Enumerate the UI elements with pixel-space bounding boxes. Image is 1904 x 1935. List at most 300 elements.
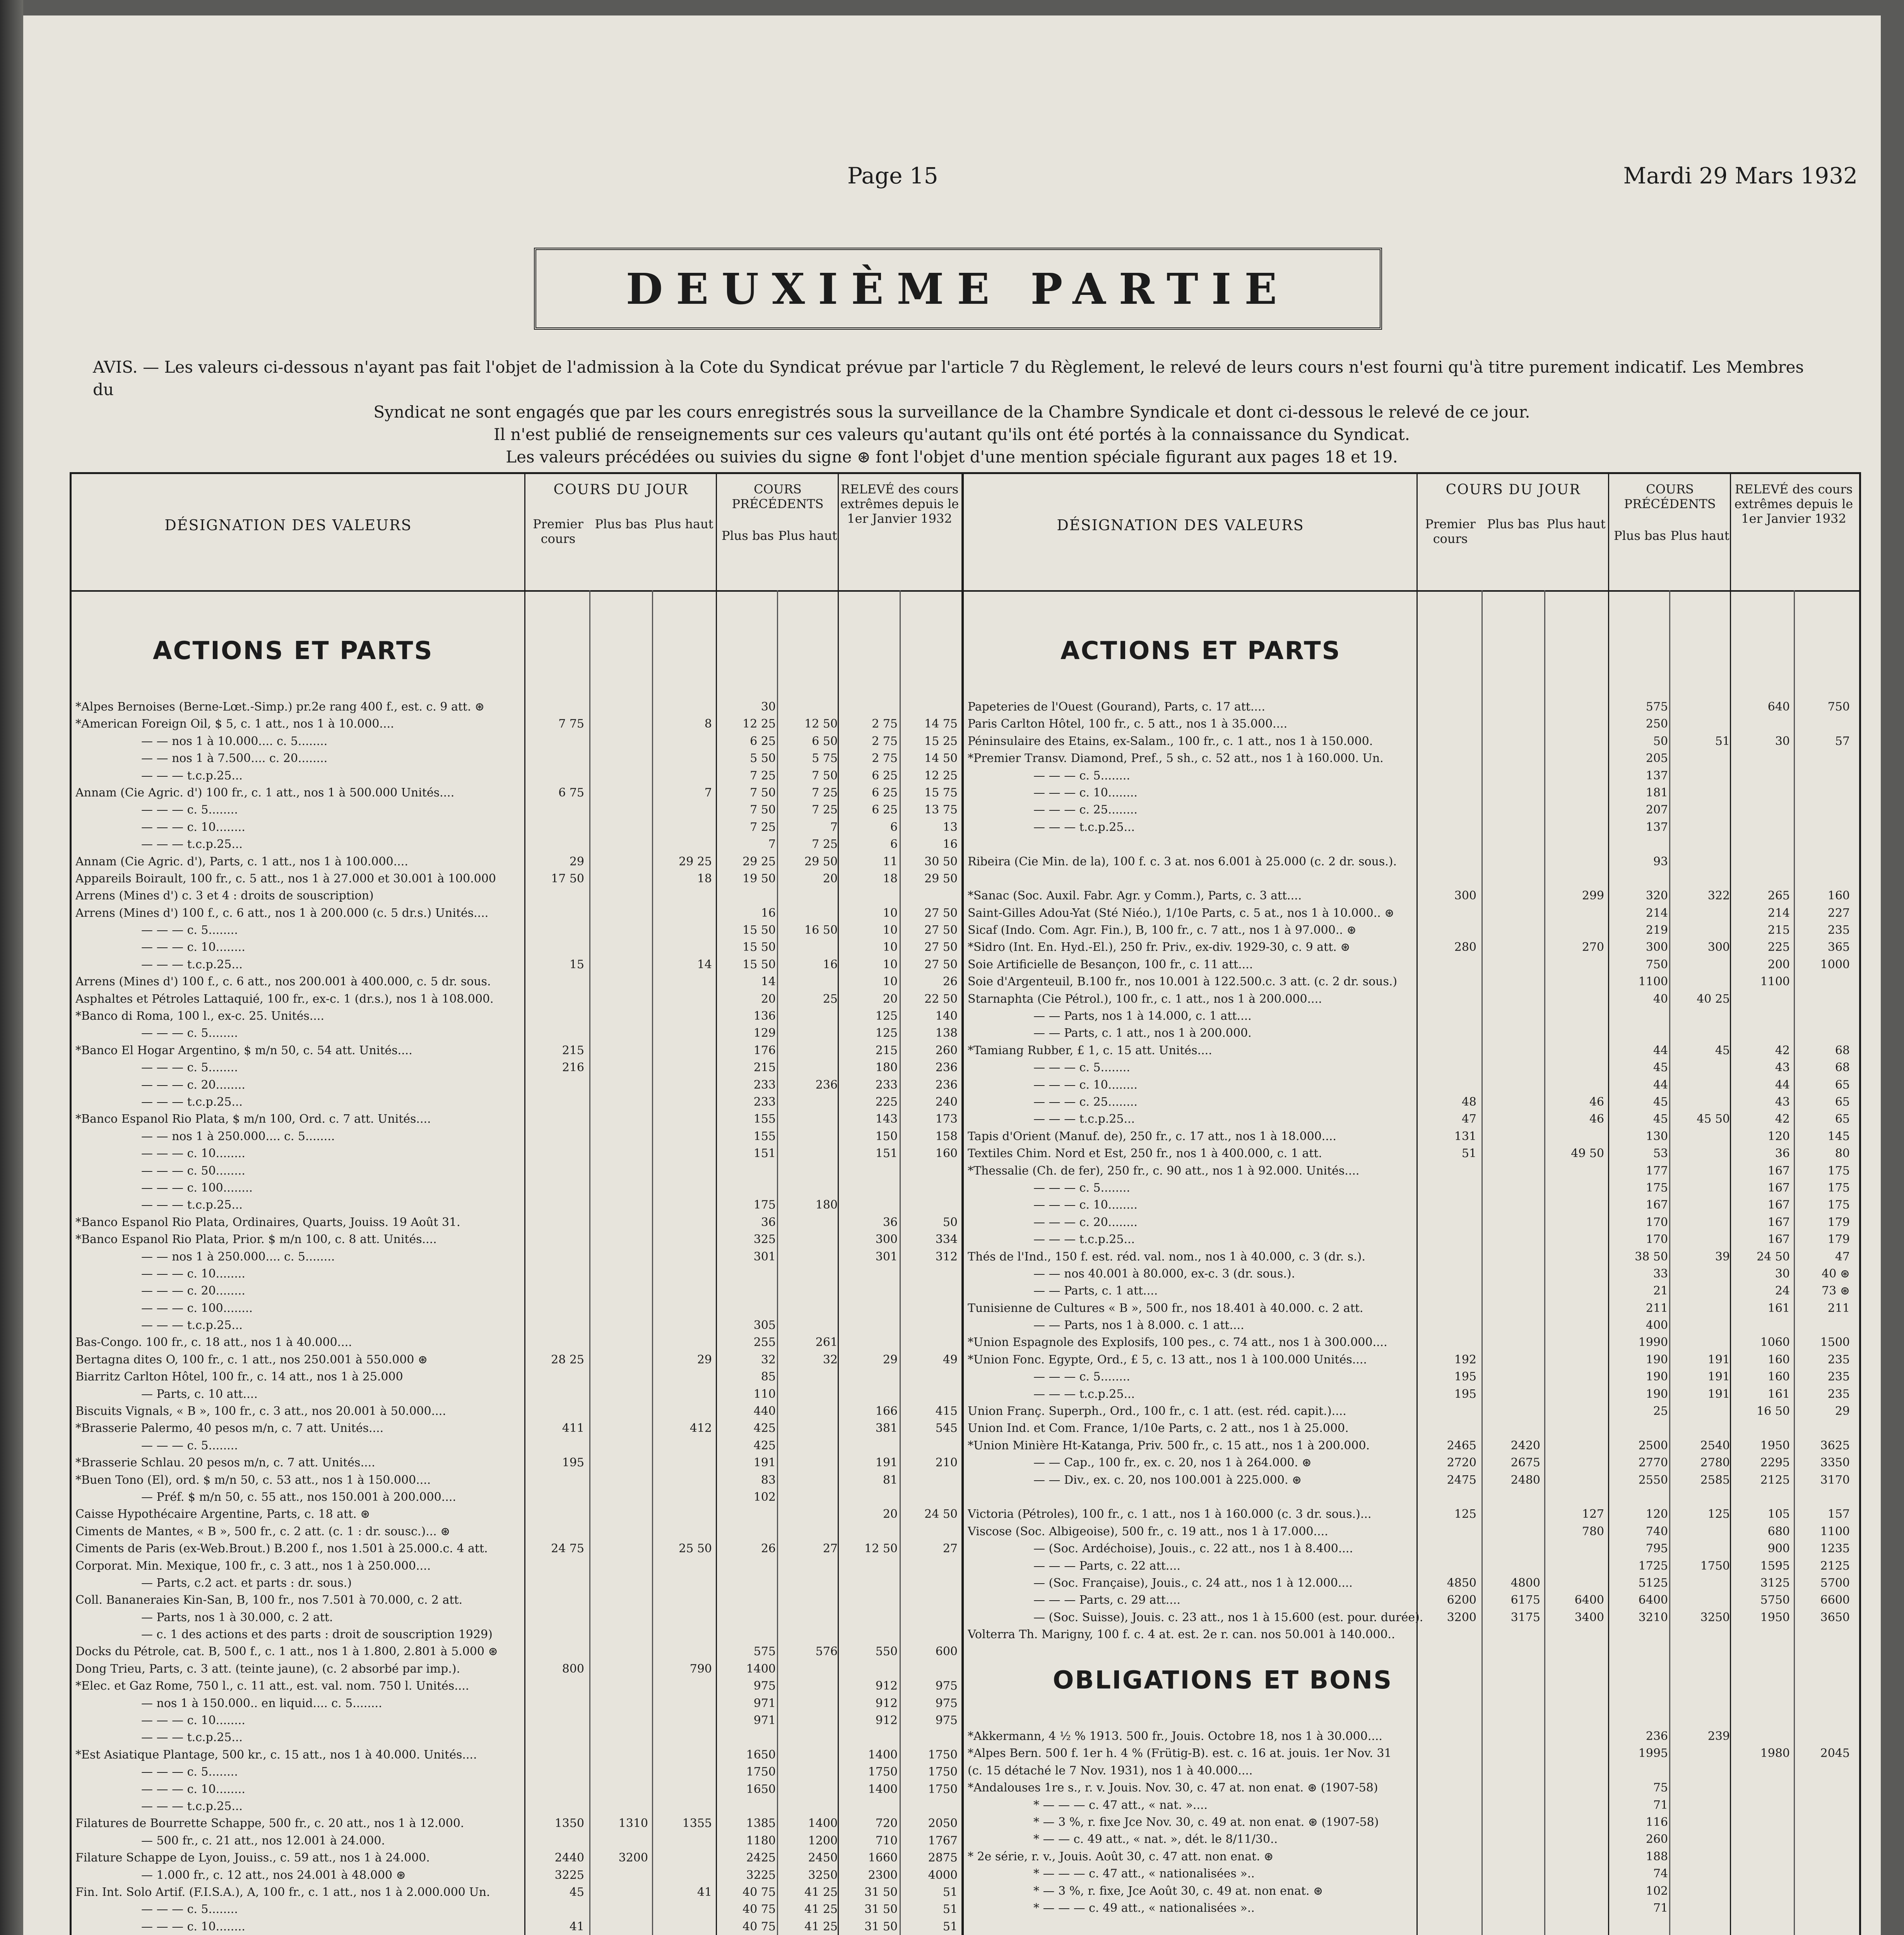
price-cell: 71 xyxy=(1653,1901,1668,1915)
price-cell: 191 xyxy=(1707,1370,1730,1384)
price-cell: 30 xyxy=(1775,734,1790,748)
price-cell: 151 xyxy=(875,1147,898,1161)
prec-plus-bas-header: Plus bas xyxy=(722,528,774,543)
security-name: *Banco Espanol Rio Plata, Ordinaires, Quarts, Jouiss. 19 Août 31. xyxy=(75,1215,460,1229)
security-name: — — — c. 10........ xyxy=(141,940,245,954)
table-row xyxy=(75,1094,961,1111)
price-cell: 4800 xyxy=(1511,1576,1540,1590)
price-cell: 36 xyxy=(761,1215,776,1229)
table-row xyxy=(75,1163,961,1180)
price-cell: 215 xyxy=(562,1043,584,1057)
price-cell: 5750 xyxy=(1760,1593,1790,1607)
price-cell: 83 xyxy=(761,1473,776,1487)
security-name: Union Franç. Superph., Ord., 100 fr., c. 1 att. (est. réd. capit.).... xyxy=(968,1404,1346,1418)
price-cell: 12 50 xyxy=(804,717,838,731)
price-cell: 2 75 xyxy=(872,717,898,731)
price-cell: 300 xyxy=(875,1233,898,1247)
price-cell: 15 25 xyxy=(924,734,958,748)
table-row xyxy=(75,1248,961,1265)
price-cell: 138 xyxy=(935,1026,958,1040)
price-cell: 27 50 xyxy=(924,906,958,920)
price-cell: 155 xyxy=(753,1112,776,1126)
price-cell: 160 xyxy=(1767,1353,1790,1366)
security-name: — — — c. 10........ xyxy=(141,1267,245,1281)
price-cell: 27 50 xyxy=(924,923,958,937)
price-cell: 93 xyxy=(1653,854,1668,868)
table-row xyxy=(968,1317,1858,1334)
price-cell: 131 xyxy=(1454,1129,1476,1143)
table-row xyxy=(75,1678,961,1695)
price-cell: 140 xyxy=(935,1009,958,1023)
table-row xyxy=(968,853,1858,870)
table-row xyxy=(968,1094,1858,1111)
left-section-actions: ACTIONS ET PARTS xyxy=(153,637,433,665)
price-cell: 18 xyxy=(883,872,898,885)
security-name: — — — c. 10........ xyxy=(141,1714,245,1728)
price-cell: 32 xyxy=(761,1353,776,1366)
prec-plus-bas-header: Plus bas xyxy=(1614,528,1666,543)
price-cell: 795 xyxy=(1646,1542,1668,1556)
security-name: *Union Fonc. Egypte, Ord., £ 5, c. 13 att., nos 1 à 100.000 Unités.... xyxy=(968,1353,1367,1366)
price-cell: 44 xyxy=(1653,1078,1668,1092)
price-cell: 125 xyxy=(1707,1507,1730,1521)
price-cell: 720 xyxy=(875,1817,898,1831)
price-cell: 85 xyxy=(761,1370,776,1384)
price-cell: 41 xyxy=(697,1885,712,1899)
price-cell: 575 xyxy=(753,1645,776,1659)
price-cell: 30 50 xyxy=(924,854,958,868)
price-cell: 40 75 xyxy=(742,1920,776,1933)
price-cell: 2125 xyxy=(1820,1559,1850,1573)
price-cell: 1100 xyxy=(1638,975,1668,989)
price-cell: 170 xyxy=(1646,1233,1668,1247)
security-name: — (Soc. Française), Jouis., c. 24 att., nos 1 à 12.000.... xyxy=(1033,1576,1353,1590)
security-name: * — — c. 49 att., « nat. », dét. le 8/11/30.. xyxy=(1033,1832,1278,1846)
price-cell: 191 xyxy=(1707,1353,1730,1366)
table-row xyxy=(968,1111,1858,1128)
price-cell: 440 xyxy=(753,1404,776,1418)
table-row xyxy=(75,1145,961,1162)
price-cell: 235 xyxy=(1827,1353,1850,1366)
price-cell: 25 xyxy=(1653,1404,1668,1418)
table-row xyxy=(968,991,1858,1008)
security-name: *Brasserie Palermo, 40 pesos m/n, c. 7 att. Unités.... xyxy=(75,1421,384,1435)
price-cell: 175 xyxy=(1827,1198,1850,1212)
security-name: Asphaltes et Pétroles Lattaquié, 100 fr., ex-c. 1 (dr.s.), nos 1 à 108.000. xyxy=(75,992,494,1006)
price-cell: 40 ⊛ xyxy=(1822,1267,1850,1281)
price-cell: 7 xyxy=(704,786,712,800)
price-cell: 28 25 xyxy=(551,1353,584,1366)
price-cell: 29 xyxy=(1835,1404,1850,1418)
price-cell: 167 xyxy=(1767,1215,1790,1229)
price-cell: 1995 xyxy=(1638,1747,1668,1760)
price-cell: 576 xyxy=(815,1645,838,1659)
price-cell: 270 xyxy=(1582,940,1604,954)
price-cell: 300 xyxy=(1707,940,1730,954)
price-cell: 24 50 xyxy=(1757,1250,1790,1264)
table-row xyxy=(968,1592,1858,1609)
security-name: — — — c. 5........ xyxy=(141,1765,238,1779)
table-row xyxy=(968,1163,1858,1180)
security-name: — — — c. 50........ xyxy=(141,1164,245,1178)
section-title-box xyxy=(534,248,1382,330)
price-cell: 2425 xyxy=(746,1851,776,1865)
table-row xyxy=(75,801,961,819)
table-row xyxy=(968,1197,1858,1214)
price-cell: 136 xyxy=(753,1009,776,1023)
price-cell: 1990 xyxy=(1638,1336,1668,1349)
price-cell: 129 xyxy=(753,1026,776,1040)
right-obligations-rows xyxy=(968,1728,1858,1935)
price-cell: 2720 xyxy=(1447,1456,1476,1470)
price-cell: 44 xyxy=(1775,1078,1790,1092)
security-name: — — nos 1 à 250.000.... c. 5........ xyxy=(141,1250,335,1264)
security-name: — — — t.c.p.25... xyxy=(1033,1233,1135,1247)
plus-bas-header: Plus bas xyxy=(1487,517,1540,531)
table-row xyxy=(75,1558,961,1575)
price-cell: 365 xyxy=(1827,940,1850,954)
security-name: — — — t.c.p.25... xyxy=(141,837,243,851)
price-cell: 325 xyxy=(753,1233,776,1247)
table-row xyxy=(75,973,961,990)
price-cell: 48 xyxy=(1461,1095,1476,1109)
table-row xyxy=(968,1403,1858,1420)
price-cell: 166 xyxy=(875,1404,898,1418)
price-cell: 3650 xyxy=(1820,1610,1850,1624)
security-name: *Tamiang Rubber, £ 1, c. 15 att. Unités.... xyxy=(968,1043,1212,1057)
price-cell: 10 xyxy=(883,906,898,920)
price-cell: 550 xyxy=(875,1645,898,1659)
designation-header: DÉSIGNATION DES VALEURS xyxy=(164,517,412,534)
price-cell: 233 xyxy=(753,1078,776,1092)
table-row xyxy=(75,1180,961,1197)
table-row xyxy=(968,1848,1858,1865)
premier-cours-header: Premier cours xyxy=(533,517,583,546)
price-cell: 1500 xyxy=(1820,1336,1850,1349)
price-cell: 145 xyxy=(1827,1129,1850,1143)
price-cell: 710 xyxy=(875,1834,898,1848)
security-name: *Buen Tono (El), ord. $ m/n 50, c. 53 att., nos 1 à 150.000.... xyxy=(75,1473,431,1487)
price-cell: 1235 xyxy=(1820,1542,1850,1556)
price-cell: 160 xyxy=(935,1147,958,1161)
price-cell: 7 25 xyxy=(812,786,838,800)
security-name: * — — — c. 47 att., « nat. ».... xyxy=(1033,1798,1208,1812)
table-row xyxy=(968,1540,1858,1557)
price-cell: 6200 xyxy=(1447,1593,1476,1607)
security-name: Soie d'Argenteuil, B.100 fr., nos 10.001 à 122.500.c. 3 att. (c. 2 dr. sous.) xyxy=(968,975,1398,989)
price-cell: 195 xyxy=(562,1456,584,1470)
table-row xyxy=(968,1728,1858,1745)
price-cell: 750 xyxy=(1646,957,1668,971)
cours-precedents-header: COURS PRÉCÉDENTS xyxy=(732,482,824,511)
price-cell: 21 xyxy=(1653,1284,1668,1298)
security-name: — — Div., ex. c. 20, nos 100.001 à 225.000. ⊛ xyxy=(1033,1473,1302,1487)
price-cell: 161 xyxy=(1767,1301,1790,1315)
security-name: — Préf. $ m/n 50, c. 55 att., nos 150.001 à 200.000.... xyxy=(141,1490,456,1504)
price-cell: 1400 xyxy=(808,1817,838,1831)
security-name: — — Parts, nos 1 à 8.000. c. 1 att.... xyxy=(1033,1319,1244,1332)
price-cell: 192 xyxy=(1454,1353,1476,1366)
price-cell: 233 xyxy=(753,1095,776,1109)
price-cell: 1350 xyxy=(554,1817,584,1831)
price-cell: 227 xyxy=(1827,906,1850,920)
price-cell: 425 xyxy=(753,1438,776,1452)
price-cell: 1750 xyxy=(928,1748,958,1762)
price-cell: 265 xyxy=(1767,889,1790,903)
security-name: Annam (Cie Agric. d'), Parts, c. 1 att., nos 1 à 100.000.... xyxy=(75,854,408,868)
price-cell: 7 50 xyxy=(750,803,776,817)
table-row xyxy=(75,1695,961,1712)
table-row xyxy=(968,1042,1858,1059)
security-name: — nos 1 à 150.000.. en liquid.... c. 5........ xyxy=(141,1696,382,1710)
price-cell: 10 xyxy=(883,923,898,937)
price-cell: 3170 xyxy=(1820,1473,1850,1487)
price-cell: 16 xyxy=(761,906,776,920)
price-cell: 53 xyxy=(1653,1147,1668,1161)
price-cell: 215 xyxy=(753,1061,776,1075)
table-row xyxy=(75,1300,961,1317)
price-cell: 27 xyxy=(823,1542,838,1556)
security-name: — — — c. 5........ xyxy=(141,1061,238,1075)
price-cell: 175 xyxy=(1646,1181,1668,1195)
security-name: — — — t.c.p.25... xyxy=(1033,1112,1135,1126)
security-name: — — — c. 10........ xyxy=(1033,1198,1138,1212)
price-cell: 975 xyxy=(935,1714,958,1728)
table-row xyxy=(968,1077,1858,1094)
price-cell: 2475 xyxy=(1447,1473,1476,1487)
price-cell: 2045 xyxy=(1820,1747,1850,1760)
table-row xyxy=(968,699,1858,716)
price-cell: 12 25 xyxy=(924,769,958,783)
price-cell: 65 xyxy=(1835,1095,1850,1109)
notice-paragraph xyxy=(93,356,1811,468)
security-name: Biarritz Carlton Hôtel, 100 fr., c. 14 att., nos 1 à 25.000 xyxy=(75,1370,403,1384)
security-name: Docks du Pétrole, cat. B, 500 f., c. 1 att., nos 1 à 1.800, 2.801 à 5.000 ⊛ xyxy=(75,1645,498,1659)
price-cell: 2295 xyxy=(1760,1456,1790,1470)
price-cell: 1750 xyxy=(1700,1559,1730,1573)
table-row xyxy=(75,1197,961,1214)
price-cell: 191 xyxy=(875,1456,898,1470)
security-name: — — — c. 25........ xyxy=(1033,803,1138,817)
security-name: Arrens (Mines d') 100 f., c. 6 att., nos 200.001 à 400.000, c. 5 dr. sous. xyxy=(75,975,491,989)
security-name: *Brasserie Schlau. 20 pesos m/n, c. 7 att. Unités.... xyxy=(75,1456,375,1470)
security-name: *Alpes Bern. 500 f. 1er h. 4 % (Frütig-B). est. c. 16 at. jouis. 1er Nov. 31 xyxy=(968,1747,1392,1760)
price-cell: 177 xyxy=(1646,1164,1668,1178)
table-row xyxy=(75,1351,961,1368)
security-name: — — Parts, c. 1 att.... xyxy=(1033,1284,1158,1298)
price-cell: 36 xyxy=(883,1215,898,1229)
table-row xyxy=(75,1764,961,1781)
security-name: — — — c. 5........ xyxy=(1033,1061,1130,1075)
price-cell: 81 xyxy=(883,1473,898,1487)
price-cell: 2585 xyxy=(1700,1473,1730,1487)
price-cell: 167 xyxy=(1646,1198,1668,1212)
price-cell: 190 xyxy=(1646,1370,1668,1384)
price-cell: 36 xyxy=(1775,1147,1790,1161)
price-cell: 15 50 xyxy=(742,940,776,954)
security-name: — — — c. 10........ xyxy=(1033,786,1138,800)
table-row xyxy=(968,1368,1858,1385)
price-cell: 3350 xyxy=(1820,1456,1850,1470)
price-cell: 10 xyxy=(883,957,898,971)
security-name: Ciments de Mantes, « B », 500 fr., c. 2 att. (c. 1 : dr. sousc.)... ⊛ xyxy=(75,1524,450,1538)
security-name: — — — c. 10........ xyxy=(141,820,245,834)
price-cell: 20 xyxy=(883,1507,898,1521)
price-cell: 20 xyxy=(823,872,838,885)
price-cell: 214 xyxy=(1646,906,1668,920)
table-row xyxy=(75,1506,961,1523)
table-row xyxy=(968,1900,1858,1917)
security-name: — — — t.c.p.25... xyxy=(141,1095,243,1109)
table-row xyxy=(75,1901,961,1918)
price-cell: 415 xyxy=(935,1404,958,1418)
security-name: *Andalouses 1re s., r. v. Jouis. Nov. 30, c. 47 at. non enat. ⊛ (1907-58) xyxy=(968,1781,1378,1795)
cours-du-jour-header: COURS DU JOUR xyxy=(1446,482,1581,498)
security-name: Filature Schappe de Lyon, Jouiss., c. 59 att., nos 1 à 24.000. xyxy=(75,1851,430,1865)
price-cell: 173 xyxy=(935,1112,958,1126)
security-name: * — 3 %, r. fixe, Jce Août 30, c. 49 at. non enat. ⊛ xyxy=(1033,1884,1323,1898)
security-name: Arrens (Mines d') c. 3 et 4 : droits de souscription) xyxy=(75,889,374,903)
price-cell: 1980 xyxy=(1760,1747,1790,1760)
price-cell: 211 xyxy=(1646,1301,1668,1315)
price-cell: 2440 xyxy=(554,1851,584,1865)
security-name: *Banco Espanol Rio Plata, Prior. $ m/n 100, c. 8 att. Unités.... xyxy=(75,1233,437,1247)
price-cell: 160 xyxy=(1767,1370,1790,1384)
price-cell: 1310 xyxy=(618,1817,648,1831)
table-row xyxy=(75,1626,961,1643)
price-cell: 15 50 xyxy=(742,923,776,937)
price-cell: 47 xyxy=(1835,1250,1850,1264)
security-name: Tapis d'Orient (Manuf. de), 250 fr., c. 17 att., nos 1 à 18.000.... xyxy=(968,1129,1336,1143)
price-cell: 1950 xyxy=(1760,1438,1790,1452)
price-cell: 6400 xyxy=(1574,1593,1604,1607)
price-cell: 236 xyxy=(1646,1730,1668,1743)
price-cell: 7 50 xyxy=(812,769,838,783)
table-row xyxy=(75,1712,961,1729)
table-row xyxy=(968,887,1858,904)
price-cell: 210 xyxy=(935,1456,958,1470)
price-cell: 167 xyxy=(1767,1233,1790,1247)
security-name: *Union Espagnole des Explosifs, 100 pes., c. 74 att., nos 1 à 300.000.... xyxy=(968,1336,1387,1349)
price-cell: 6 25 xyxy=(872,786,898,800)
table-row xyxy=(75,1368,961,1385)
security-name: *Thessalie (Ch. de fer), 250 fr., c. 90 att., nos 1 à 92.000. Unités.... xyxy=(968,1164,1360,1178)
security-name: *Sanac (Soc. Auxil. Fabr. Agr. y Comm.), Parts, c. 3 att.... xyxy=(968,889,1302,903)
premier-cours-header: Premier cours xyxy=(1425,517,1476,546)
price-cell: 46 xyxy=(1589,1095,1604,1109)
plus-bas-header: Plus bas xyxy=(595,517,647,531)
price-cell: 2050 xyxy=(928,1817,958,1831)
price-cell: 102 xyxy=(753,1490,776,1504)
table-row xyxy=(75,853,961,870)
security-name: — — nos 40.001 à 80.000, ex-c. 3 (dr. sous.). xyxy=(1033,1267,1295,1281)
price-cell: 105 xyxy=(1767,1507,1790,1521)
price-cell: 750 xyxy=(1827,700,1850,714)
price-cell: 13 75 xyxy=(924,803,958,817)
security-name: — — — Parts, c. 29 att.... xyxy=(1033,1593,1180,1607)
price-cell: 2875 xyxy=(928,1851,958,1865)
price-cell: 1180 xyxy=(746,1834,776,1848)
price-cell: 57 xyxy=(1835,734,1850,748)
table-row xyxy=(75,1575,961,1592)
table-row xyxy=(968,870,1858,887)
table-row xyxy=(968,1489,1858,1506)
price-cell: 47 xyxy=(1461,1112,1476,1126)
security-name: Dong Trieu, Parts, c. 3 att. (teinte jaune), (c. 2 absorbé par imp.). xyxy=(75,1662,460,1676)
table-row xyxy=(968,1008,1858,1025)
table-row xyxy=(75,1489,961,1506)
price-cell: 260 xyxy=(1646,1832,1668,1846)
price-cell: 143 xyxy=(875,1112,898,1126)
table-row xyxy=(968,801,1858,819)
security-name: Biscuits Vignals, « B », 100 fr., c. 3 att., nos 20.001 à 50.000.... xyxy=(75,1404,446,1418)
security-name: — — — t.c.p.25... xyxy=(141,1198,243,1212)
table-row xyxy=(968,1025,1858,1042)
page-title: DEUXIÈME PARTIE xyxy=(626,264,1290,314)
price-cell: 900 xyxy=(1767,1542,1790,1556)
security-name: Volterra Th. Marigny, 100 f. c. 4 at. est. 2e r. can. nos 50.001 à 140.000.. xyxy=(968,1628,1395,1642)
price-cell: 236 xyxy=(935,1078,958,1092)
security-name: *Banco El Hogar Argentino, $ m/n 50, c. 54 att. Unités.... xyxy=(75,1043,412,1057)
price-cell: 6400 xyxy=(1638,1593,1668,1607)
price-cell: 26 xyxy=(943,975,958,989)
security-name: — — — c. 10........ xyxy=(141,1147,245,1161)
security-name: — — — c. 5........ xyxy=(1033,769,1130,783)
table-row xyxy=(75,1077,961,1094)
price-cell: 73 ⊛ xyxy=(1822,1284,1850,1298)
price-cell: 600 xyxy=(935,1645,958,1659)
price-cell: 7 50 xyxy=(750,786,776,800)
table-row xyxy=(968,1386,1858,1403)
table-row xyxy=(968,973,1858,990)
price-cell: 305 xyxy=(753,1319,776,1332)
price-cell: 157 xyxy=(1827,1507,1850,1521)
security-name: — — — c. 5........ xyxy=(141,1438,238,1452)
price-cell: 211 xyxy=(1827,1301,1850,1315)
security-name: Saint-Gilles Adou-Yat (Sté Niéo.), 1/10e Parts, c. 5 at., nos 1 à 10.000.. ⊛ xyxy=(968,906,1394,920)
security-name: — 1.000 fr., c. 12 att., nos 24.001 à 48.000 ⊛ xyxy=(141,1868,406,1882)
security-name: — — — c. 5........ xyxy=(141,923,238,937)
security-name: *Elec. et Gaz Rome, 750 l., c. 11 att., est. val. nom. 750 l. Unités.... xyxy=(75,1679,469,1693)
price-cell: 3125 xyxy=(1760,1576,1790,1590)
table-row xyxy=(75,1420,961,1437)
security-name: — Parts, c.2 act. et parts : dr. sous.) xyxy=(141,1576,352,1590)
security-name: Soie Artificielle de Besançon, 100 fr., c. 11 att.... xyxy=(968,957,1253,971)
prec-plus-haut-header: Plus haut xyxy=(1670,528,1730,543)
price-cell: 167 xyxy=(1767,1164,1790,1178)
security-name: — — — c. 5........ xyxy=(1033,1370,1130,1384)
price-cell: 250 xyxy=(1646,717,1668,731)
price-cell: 11 xyxy=(883,854,898,868)
security-name: *Premier Transv. Diamond, Pref., 5 sh., c. 52 att., nos 1 à 160.000. Un. xyxy=(968,752,1384,765)
newspaper-page xyxy=(23,15,1881,1935)
table-row xyxy=(968,1454,1858,1471)
price-cell: 225 xyxy=(1767,940,1790,954)
table-row xyxy=(75,1472,961,1489)
table-row xyxy=(968,905,1858,922)
table-row xyxy=(968,1558,1858,1575)
price-cell: 116 xyxy=(1646,1815,1668,1829)
table-row xyxy=(968,1762,1858,1779)
price-cell: 29 25 xyxy=(679,854,712,868)
price-cell: 195 xyxy=(1454,1387,1476,1401)
price-cell: 12 25 xyxy=(742,717,776,731)
price-cell: 320 xyxy=(1646,889,1668,903)
security-name: Bas-Congo. 100 fr., c. 18 att., nos 1 à 40.000.... xyxy=(75,1336,352,1349)
right-actions-rows xyxy=(968,699,1858,1643)
price-cell: 45 xyxy=(1715,1043,1730,1057)
security-name: — — — Parts, c. 22 att.... xyxy=(1033,1559,1180,1573)
